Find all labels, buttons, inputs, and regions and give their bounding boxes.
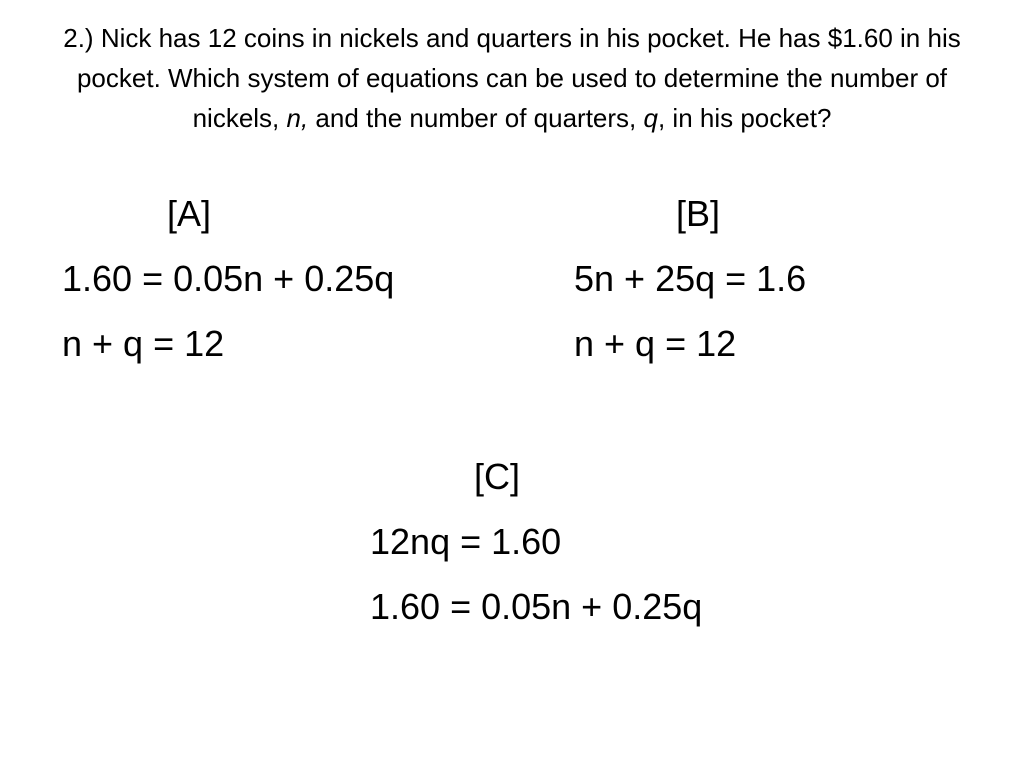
question-part-1: 2.) Nick has 12 coins in nickels and quarters in his pocket. He has $1.60 in his pocket. Which system of equations can be used to determine the number of nickels, — [63, 23, 961, 133]
question-part-2: and the number of quarters, — [308, 103, 644, 133]
choice-a-label: [A] — [167, 193, 212, 234]
variable-q: q — [643, 103, 658, 133]
choice-c-equation-2: 1.60 = 0.05n + 0.25q — [370, 586, 703, 627]
choice-a-equation-2: n + q = 12 — [62, 323, 225, 364]
choice-c-label: [C] — [474, 456, 521, 497]
question-text — [40, 18, 984, 138]
choice-b-label: [B] — [676, 193, 721, 234]
choice-a-equation-1: 1.60 = 0.05n + 0.25q — [62, 258, 395, 299]
choice-b-equation-1: 5n + 25q = 1.6 — [574, 258, 807, 299]
choice-b-equation-2: n + q = 12 — [574, 323, 737, 364]
choice-c-equation-1: 12nq = 1.60 — [370, 521, 562, 562]
variable-n: n, — [286, 103, 309, 133]
question-part-3: , in his pocket? — [657, 103, 832, 133]
